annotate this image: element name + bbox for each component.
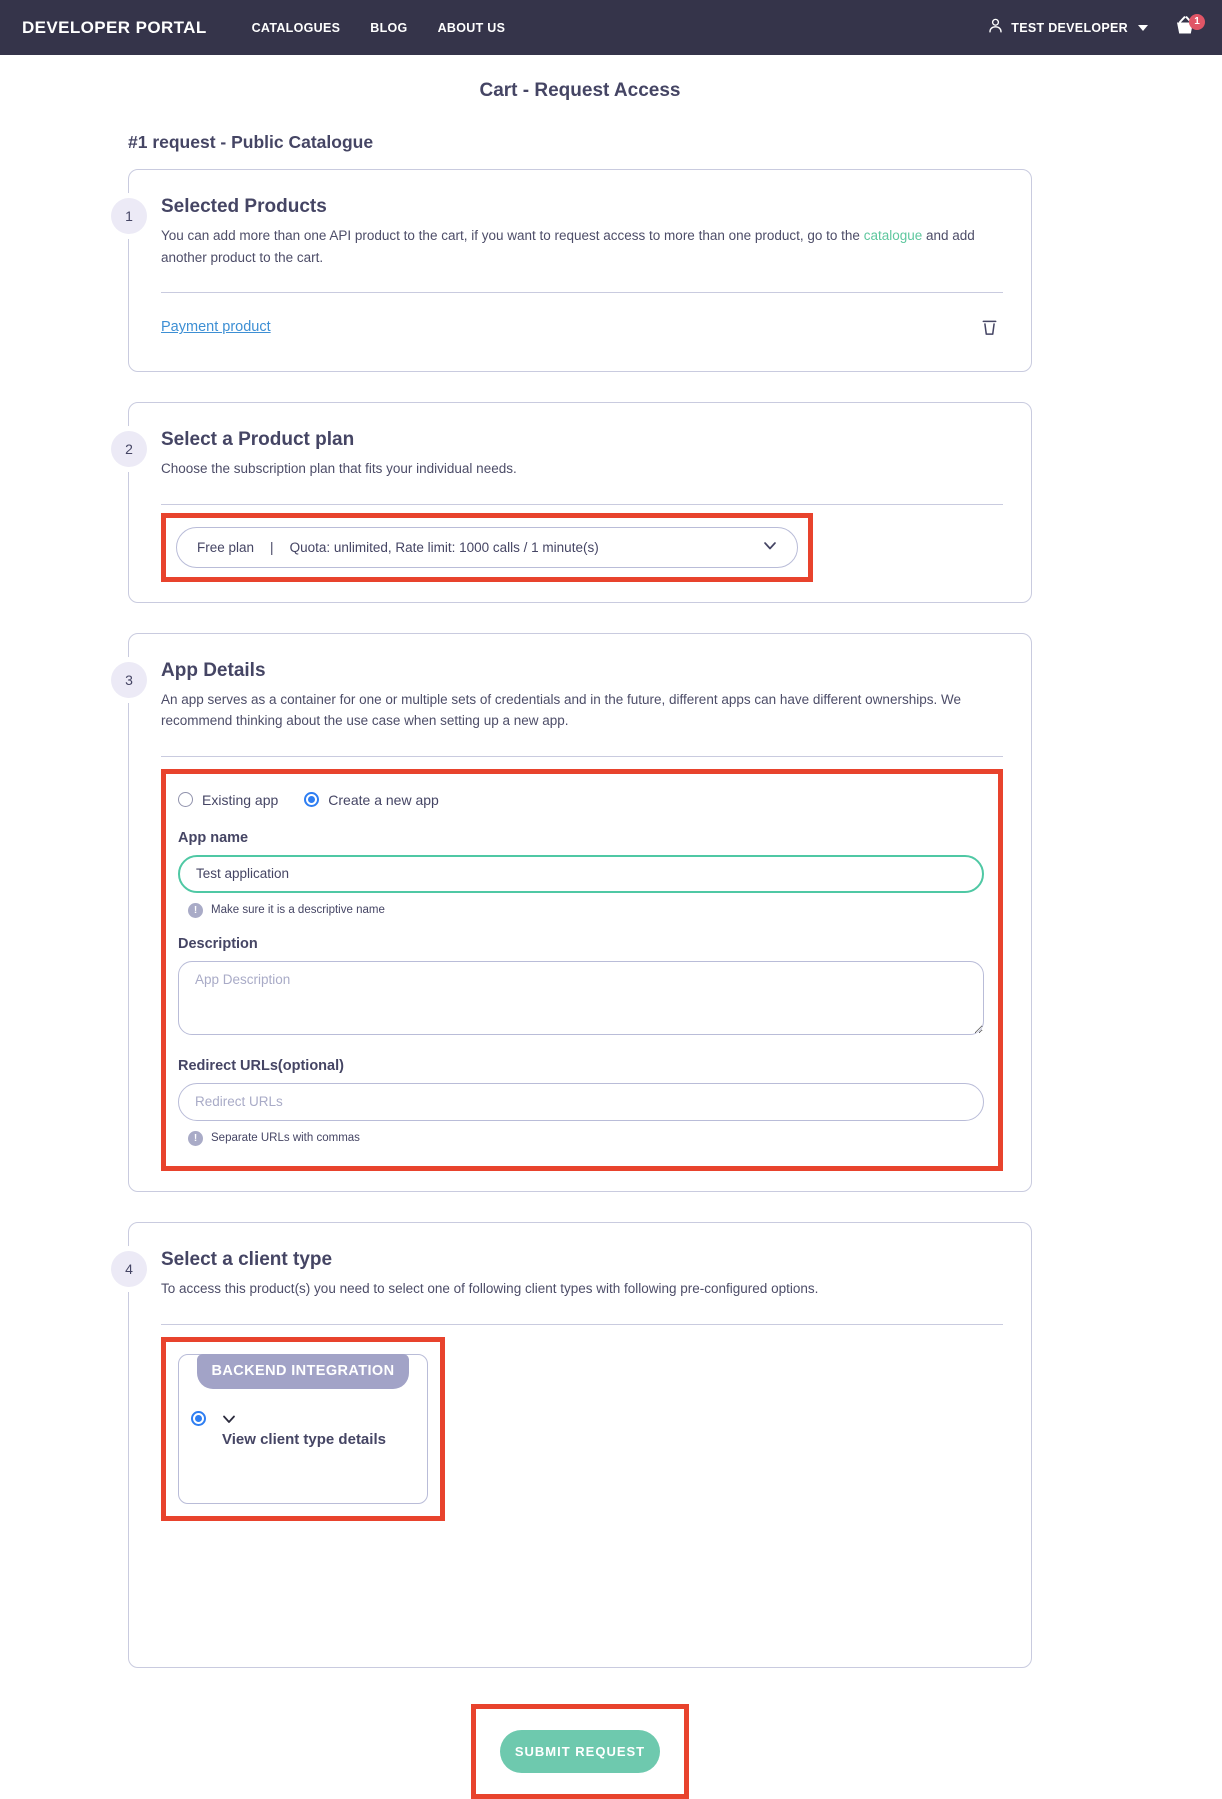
create-new-app-label: Create a new app — [328, 791, 439, 808]
divider — [161, 756, 1003, 757]
brand-title: DEVELOPER PORTAL — [22, 17, 207, 37]
step-number-badge: 4 — [111, 1251, 147, 1287]
main-content — [125, 55, 1032, 1799]
radio-unchecked-icon — [178, 792, 193, 807]
trash-icon — [980, 325, 999, 340]
cart-button[interactable] — [1170, 13, 1200, 43]
plan-select-dropdown[interactable] — [176, 527, 798, 568]
product-row — [161, 293, 1003, 351]
page-title: Cart - Request Access — [479, 80, 681, 101]
app-form-highlight-annotation — [161, 769, 1003, 1171]
app-mode-radio-group — [178, 790, 984, 812]
submit-area — [128, 1698, 1032, 1799]
product-plan-card — [125, 402, 1032, 603]
remove-product-button[interactable] — [980, 317, 999, 337]
client-type-card — [125, 1222, 1032, 1668]
client-type-description: To access this product(s) you need to select one of following client types with following pre-configured options. — [161, 1280, 819, 1296]
request-heading: #1 request - Public Catalogue — [128, 132, 374, 152]
step-number-badge: 1 — [111, 198, 147, 234]
nav-item-about-us[interactable]: ABOUT US — [437, 20, 506, 35]
step-number-badge: 2 — [111, 431, 147, 467]
app-name-hint-text: Make sure it is a descriptive name — [211, 904, 385, 917]
client-type-radio[interactable] — [191, 1411, 206, 1426]
cart-badge: 1 — [1189, 14, 1205, 30]
app-details-title: App Details — [161, 659, 266, 681]
submit-highlight-annotation — [471, 1704, 689, 1799]
existing-app-label: Existing app — [202, 791, 279, 808]
basket-icon — [1170, 30, 1200, 47]
app-name-label: App name — [178, 829, 249, 846]
plan-highlight-annotation — [161, 513, 813, 582]
description-text: and add another product to the cart. — [161, 228, 975, 265]
info-icon: ! — [188, 903, 203, 918]
nav-item-catalogues[interactable]: CATALOGUES — [251, 20, 341, 35]
person-icon — [987, 17, 1004, 39]
header-right — [987, 13, 1200, 43]
redirect-urls-hint-text: Separate URLs with commas — [211, 1132, 360, 1145]
divider — [161, 504, 1003, 505]
redirect-urls-label: Redirect URLs(optional) — [178, 1057, 344, 1074]
caret-down-icon — [1138, 25, 1148, 31]
info-icon: ! — [188, 1131, 203, 1146]
plan-name: Free plan — [197, 539, 255, 555]
user-name: TEST DEVELOPER — [1011, 20, 1128, 35]
app-details-card — [125, 633, 1032, 1192]
backend-integration-badge: BACKEND INTEGRATION — [197, 1354, 409, 1389]
client-type-highlight-annotation — [161, 1337, 445, 1521]
redirect-urls-input[interactable] — [178, 1083, 984, 1121]
step-number-badge: 3 — [111, 662, 147, 698]
selected-products-title: Selected Products — [161, 196, 327, 217]
backend-integration-option-card — [178, 1354, 428, 1504]
product-plan-title: Select a Product plan — [161, 429, 355, 451]
app-details-description: An app serves as a container for one or multiple sets of credentials and in the future, different apps can have different ownerships. We recommend thinking about the use case when setting up a new app. — [161, 691, 961, 729]
view-client-type-details-toggle[interactable] — [222, 1411, 386, 1448]
app-name-input[interactable] — [178, 855, 984, 893]
nav-item-blog[interactable]: BLOG — [370, 20, 408, 35]
redirect-urls-hint — [188, 1131, 984, 1146]
create-new-app-radio[interactable] — [304, 792, 439, 808]
divider — [161, 1324, 1003, 1325]
plan-details: Quota: unlimited, Rate limit: 1000 calls / 1 minute(s) — [289, 539, 599, 555]
radio-checked-icon — [304, 792, 319, 807]
product-plan-description: Choose the subscription plan that fits your individual needs. — [161, 461, 517, 477]
view-client-type-details-label: View client type details — [222, 1430, 386, 1448]
plan-separator: | — [270, 539, 274, 555]
chevron-down-icon — [222, 1411, 236, 1428]
selected-products-card — [125, 169, 1032, 372]
client-type-row — [179, 1389, 427, 1448]
description-text: You can add more than one API product to the cart, if you want to request access to more than one product, go to the — [161, 228, 864, 243]
client-type-title: Select a client type — [161, 1248, 333, 1270]
payment-product-link[interactable]: Payment product — [161, 319, 271, 336]
chevron-down-icon — [763, 538, 777, 556]
description-label: Description — [178, 935, 258, 952]
catalogue-link[interactable]: catalogue — [863, 228, 923, 243]
app-name-hint — [188, 903, 984, 918]
app-header — [0, 0, 1222, 55]
selected-products-description — [161, 225, 1003, 268]
submit-request-button[interactable]: SUBMIT REQUEST — [500, 1730, 660, 1773]
app-description-textarea[interactable] — [178, 961, 984, 1035]
user-menu-button[interactable] — [987, 17, 1148, 39]
existing-app-radio[interactable] — [178, 792, 278, 808]
main-nav — [252, 21, 506, 35]
